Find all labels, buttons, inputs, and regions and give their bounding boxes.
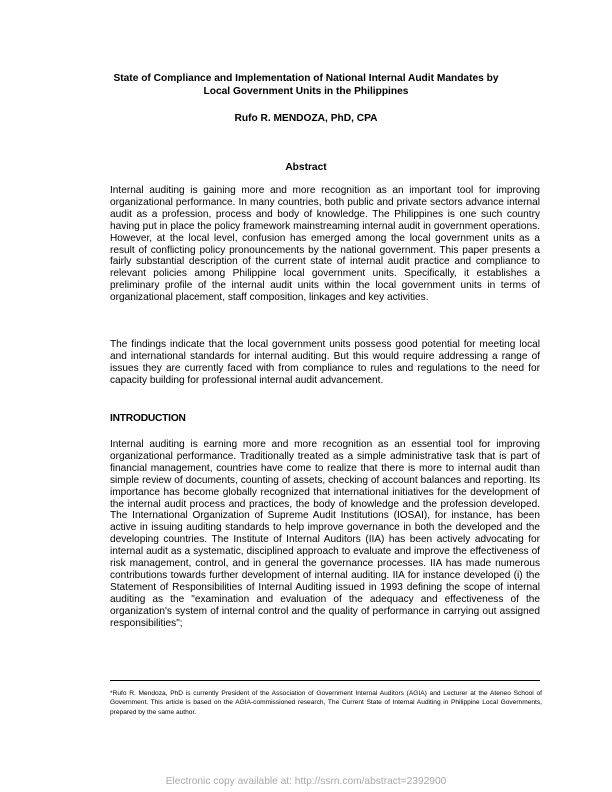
- abstract-heading: Abstract: [285, 162, 327, 173]
- footnote-divider: [110, 680, 540, 681]
- author-name: Rufo R. MENDOZA, PhD, CPA: [234, 113, 378, 124]
- introduction-paragraph: Internal auditing is earning more and more recognition as an essential tool for improving organizational performance. Traditionally treated as a simple administrative task that is part of financial management, countries have come to realize that there is more to internal audit than simple review of documents, counting of assets, checking of account balances and reporting. Its importance has become globally recognized that international initiatives for the development of the internal audit process and practices, the body of knowledge and the profession developed. The International Organization of Supreme Audit Institutions (IOSAI), for instance, has been active in issuing auditing standards to help improve governance in both the developed and the developing countries. The Institute of Internal Auditors (IIA) has been actively advocating for internal audit as a systematic, disciplined approach to evaluate and improve the effectiveness of risk management, control, and in general the governance processes. IIA has made numerous contributions towards further development of internal auditing. IIA for instance developed (i) the Statement of Responsibilities of Internal Auditing issued in 1993 defining the scope of internal auditing as the "examination and evaluation of the adequacy and effectiveness of the organization's system of internal control and the quality of performance in carrying out assigned responsibilities";: [110, 439, 540, 629]
- introduction-heading: INTRODUCTION: [110, 413, 186, 424]
- title-line-1: State of Compliance and Implementation of National Internal Audit Mandates by: [113, 73, 499, 84]
- abstract-paragraph-2: The findings indicate that the local government units possess good potential for meeting local and international standards for internal auditing. But this would require addressing a range of issues they are currently faced with from compliance to rules and regulations to the need for capacity building for professional internal audit advancement.: [110, 339, 540, 386]
- ssrn-footer[interactable]: [0, 776, 612, 788]
- abstract-paragraph-1: Internal auditing is gaining more and more recognition as an important tool for improving organizational performance. In many countries, both public and private sectors advance internal audit as a profession, process and body of knowledge. The Philippines is one such country having put in place the policy framework mainstreaming internal audit in government operations. However, at the local level, confusion has emerged among the local government units as a result of conflicting policy pronouncements by the national government. This paper presents a fairly substantial description of the current state of internal audit practice and compliance to relevant policies among Philippine local government units. Specifically, it establishes a preliminary profile of the internal audit units within the local government units in terms of organizational placement, staff composition, linkages and key activities.: [110, 185, 540, 304]
- title-line-2: Local Government Units in the Philippines: [203, 86, 409, 97]
- author-footnote: *Rufo R. Mendoza, PhD is currently President of the Association of Government Internal Auditors (AGIA) and Lecturer at the Ateneo School of Government. This article is based on the AGIA-commissioned research, The Current State of Internal Auditing in Philippine Local Governments, prepared by the same author.: [110, 690, 542, 716]
- paper-title: [80, 72, 532, 98]
- ssrn-footer-text[interactable]: Electronic copy available at: http://ssrn.com/abstract=2392900: [165, 776, 447, 787]
